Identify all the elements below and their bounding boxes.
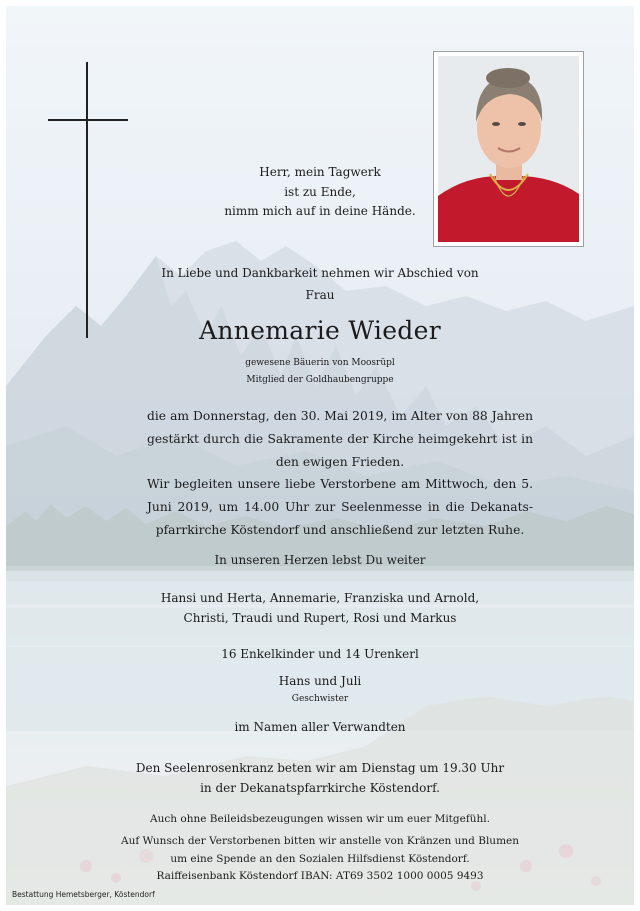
poem-line-1: Herr, mein Tagwerk bbox=[259, 165, 381, 179]
notes-line-1: Auch ohne Beileidsbezeugungen wissen wir um euer Mitgefühl. bbox=[150, 813, 490, 825]
funeral-announcement: Wir begleiten unsere liebe Verstorbene am Mittwoch, den 5. Juni 2019, um 14.00 Uhr zur Seelenmesse in die Dekanatspfarrkirche Köstendorf und anschließend zur letzten Ruhe. bbox=[147, 477, 533, 537]
siblings: Hans und Juli bbox=[278, 674, 362, 688]
children-line-2: Christi, Traudi und Rupert, Rosi und Markus bbox=[183, 611, 457, 625]
deceased-name: Annemarie Wieder bbox=[199, 316, 441, 345]
intro-line: In Liebe und Dankbarkeit nehmen wir Abschied von bbox=[161, 266, 479, 280]
notes-line-2: Auf Wunsch der Verstorbenen bitten wir anstelle von Kränzen und Blumen bbox=[120, 835, 520, 847]
rosary-line-2: in der Dekanatspfarrkirche Köstendorf. bbox=[200, 781, 440, 795]
deceased-role-2: Mitglied der Goldhaubengruppe bbox=[246, 375, 394, 385]
death-announcement: die am Donnerstag, den 30. Mai 2019, im Alter von 88 Jahren gestärkt durch die Sakramente der Kirche heimgekehrt ist in den ewigen Frieden. bbox=[147, 409, 533, 469]
poem-line-2: ist zu Ende, bbox=[284, 185, 356, 199]
grandchildren: 16 Enkelkinder und 14 Urenkerl bbox=[221, 647, 419, 661]
relatives: im Namen aller Verwandten bbox=[234, 720, 406, 734]
rosary-line-1: Den Seelenrosenkranz beten wir am Dienstag um 19.30 Uhr bbox=[135, 761, 505, 775]
notes-line-3: um eine Spende an den Sozialen Hilfsdienst Köstendorf. bbox=[170, 853, 470, 865]
motto: In unseren Herzen lebst Du weiter bbox=[214, 553, 426, 567]
bank-details: Raiffeisenbank Köstendorf IBAN: AT69 3502 1000 0005 9493 bbox=[156, 870, 484, 882]
deceased-role-1: gewesene Bäuerin von Moosrüpl bbox=[245, 358, 395, 368]
siblings-label: Geschwister bbox=[291, 694, 349, 704]
cross-horizontal-bar bbox=[48, 119, 128, 121]
children-line-1: Hansi und Herta, Annemarie, Franziska und Arnold, bbox=[160, 591, 480, 605]
intro-salutation: Frau bbox=[305, 288, 335, 302]
poem-line-3: nimm mich auf in deine Hände. bbox=[224, 204, 416, 218]
funeral-home-credit: Bestattung Hemetsberger, Köstendorf bbox=[12, 890, 155, 899]
